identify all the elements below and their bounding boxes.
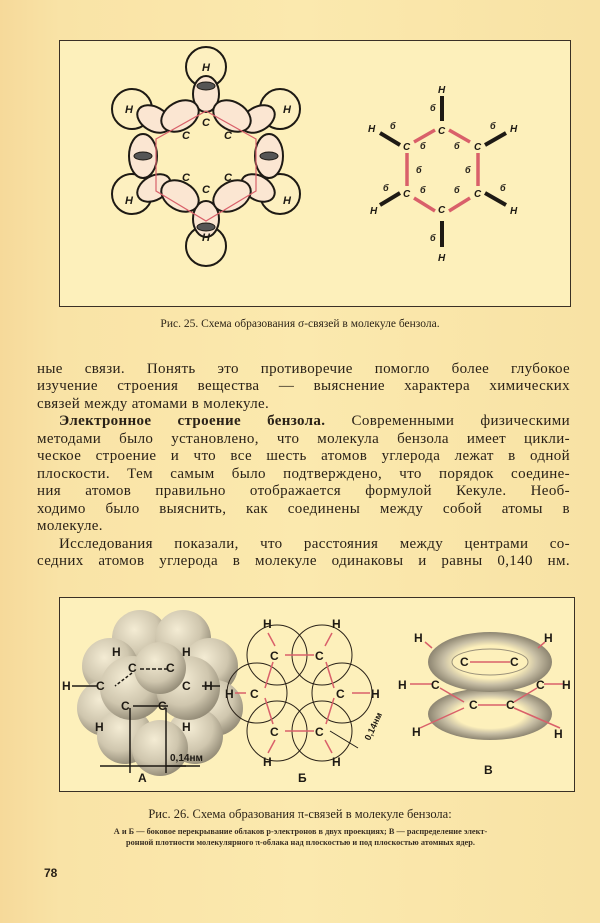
svg-text:C: C bbox=[403, 189, 411, 200]
text-line: ния атомов правильно отображается формулой Кекуле. Необ- bbox=[37, 483, 570, 499]
svg-text:H: H bbox=[370, 206, 378, 217]
svg-text:C: C bbox=[315, 725, 324, 739]
svg-text:C: C bbox=[250, 687, 259, 701]
text-line: Исследования показали, что расстояния между центрами со- bbox=[59, 536, 570, 552]
svg-text:C: C bbox=[182, 172, 190, 184]
text-line: седних атомов углерода в молекуле одинаковы и равны 0,140 нм. bbox=[37, 553, 570, 569]
svg-text:C: C bbox=[121, 699, 130, 713]
svg-text:H: H bbox=[371, 687, 380, 701]
figure-26-frame bbox=[59, 597, 575, 792]
figure-26-subcaption-line-1: А и Б — боковое перекрывание облаков p-электронов в двух проекциях; В — распределение элект- bbox=[113, 827, 488, 836]
text-line: молекуле. bbox=[37, 518, 103, 534]
svg-text:C: C bbox=[315, 649, 324, 663]
svg-text:H: H bbox=[438, 85, 446, 96]
text-line: изучение строения вещества — выяснение характера химических bbox=[37, 378, 570, 394]
svg-text:H: H bbox=[368, 124, 376, 135]
svg-text:б: б bbox=[383, 183, 389, 193]
svg-text:C: C bbox=[474, 189, 482, 200]
text-line: плоскости. Тем самым было подтверждено, что порядок соедине- bbox=[37, 466, 570, 482]
svg-text:C: C bbox=[438, 126, 446, 137]
svg-text:H: H bbox=[202, 62, 210, 74]
svg-text:C: C bbox=[202, 117, 210, 129]
text-line: методами было установлено, что молекула бензола имеет цикли- bbox=[37, 431, 570, 447]
svg-text:H: H bbox=[283, 104, 291, 116]
figure-26-caption: Рис. 26. Схема образования π-связей в молекуле бензола: bbox=[148, 807, 452, 821]
sigma-bond-structure bbox=[368, 85, 518, 264]
svg-text:б: б bbox=[390, 121, 396, 131]
distance-label: 0,14нм bbox=[170, 753, 203, 764]
svg-text:H: H bbox=[263, 617, 272, 631]
svg-text:C: C bbox=[474, 142, 482, 153]
svg-text:б: б bbox=[420, 185, 426, 195]
svg-text:H: H bbox=[544, 631, 553, 645]
panel-b-orbital-projection bbox=[225, 617, 384, 785]
svg-text:б: б bbox=[430, 103, 436, 113]
svg-text:C: C bbox=[403, 142, 411, 153]
figure-25-frame bbox=[59, 40, 571, 307]
panel-v-label: В bbox=[484, 763, 493, 777]
page-number: 78 bbox=[44, 866, 58, 880]
svg-text:б: б bbox=[490, 121, 496, 131]
svg-text:C: C bbox=[182, 679, 191, 693]
svg-text:H: H bbox=[438, 253, 446, 264]
svg-text:H: H bbox=[412, 725, 421, 739]
svg-text:C: C bbox=[158, 699, 167, 713]
svg-text:C: C bbox=[510, 655, 519, 669]
panel-b-label: Б bbox=[298, 771, 307, 785]
figure-26-illustration bbox=[60, 598, 574, 791]
panel-v-pi-cloud bbox=[398, 631, 571, 777]
svg-text:H: H bbox=[62, 679, 71, 693]
svg-text:б: б bbox=[454, 141, 460, 151]
section-heading: Электронное строение бензола. bbox=[59, 413, 326, 429]
figure-26-subcaption-line-2: ронной плотности молекулярного π-облака над плоскостью и под плоскостью атомных ядер. bbox=[126, 838, 475, 847]
svg-text:C: C bbox=[182, 130, 190, 142]
svg-text:б: б bbox=[430, 233, 436, 243]
text-line: ные связи. Понять это противоречие помогло более глубокое bbox=[37, 361, 570, 377]
svg-text:H: H bbox=[562, 678, 571, 692]
svg-text:H: H bbox=[283, 195, 291, 207]
svg-text:C: C bbox=[536, 678, 545, 692]
svg-text:H: H bbox=[510, 206, 518, 217]
svg-text:C: C bbox=[460, 655, 469, 669]
svg-text:H: H bbox=[95, 720, 104, 734]
svg-text:H: H bbox=[182, 645, 191, 659]
svg-text:H: H bbox=[125, 104, 133, 116]
svg-text:C: C bbox=[438, 205, 446, 216]
svg-text:H: H bbox=[510, 124, 518, 135]
svg-text:C: C bbox=[128, 661, 137, 675]
text-span: Современными физическими bbox=[351, 413, 570, 429]
panel-a-space-filling-model bbox=[62, 610, 243, 785]
svg-text:б: б bbox=[500, 183, 506, 193]
svg-text:б: б bbox=[420, 141, 426, 151]
svg-text:H: H bbox=[263, 755, 272, 769]
panel-a-label: А bbox=[138, 771, 147, 785]
svg-text:C: C bbox=[166, 661, 175, 675]
svg-text:H: H bbox=[332, 755, 341, 769]
distance-label: 0,14нм bbox=[362, 710, 385, 742]
svg-text:C: C bbox=[270, 649, 279, 663]
svg-text:C: C bbox=[224, 130, 232, 142]
svg-text:C: C bbox=[270, 725, 279, 739]
text-line bbox=[37, 413, 570, 431]
svg-text:H: H bbox=[204, 679, 213, 693]
svg-text:H: H bbox=[125, 195, 133, 207]
svg-text:H: H bbox=[398, 678, 407, 692]
svg-text:H: H bbox=[182, 720, 191, 734]
svg-text:C: C bbox=[506, 698, 515, 712]
svg-text:C: C bbox=[431, 678, 440, 692]
svg-text:H: H bbox=[202, 232, 210, 244]
text-line: ческое строение и что все шесть атомов углерода лежат в одной bbox=[37, 448, 570, 464]
svg-text:C: C bbox=[96, 679, 105, 693]
figure-25-caption: Рис. 25. Схема образования σ-связей в молекуле бензола. bbox=[160, 318, 440, 330]
svg-text:H: H bbox=[414, 631, 423, 645]
text-line: ходимо было выяснить, как соединены между собой атомы в bbox=[37, 501, 570, 517]
svg-text:H: H bbox=[554, 727, 563, 741]
svg-text:C: C bbox=[202, 184, 210, 196]
svg-text:C: C bbox=[224, 172, 232, 184]
svg-text:C: C bbox=[469, 698, 478, 712]
svg-text:H: H bbox=[112, 645, 121, 659]
figure-25-illustration bbox=[60, 41, 570, 306]
svg-text:H: H bbox=[225, 687, 234, 701]
text-line: связей между атомами в молекуле. bbox=[37, 396, 270, 412]
svg-text:C: C bbox=[336, 687, 345, 701]
svg-text:б: б bbox=[416, 165, 422, 175]
svg-text:H: H bbox=[332, 617, 341, 631]
svg-text:б: б bbox=[465, 165, 471, 175]
svg-text:б: б bbox=[454, 185, 460, 195]
